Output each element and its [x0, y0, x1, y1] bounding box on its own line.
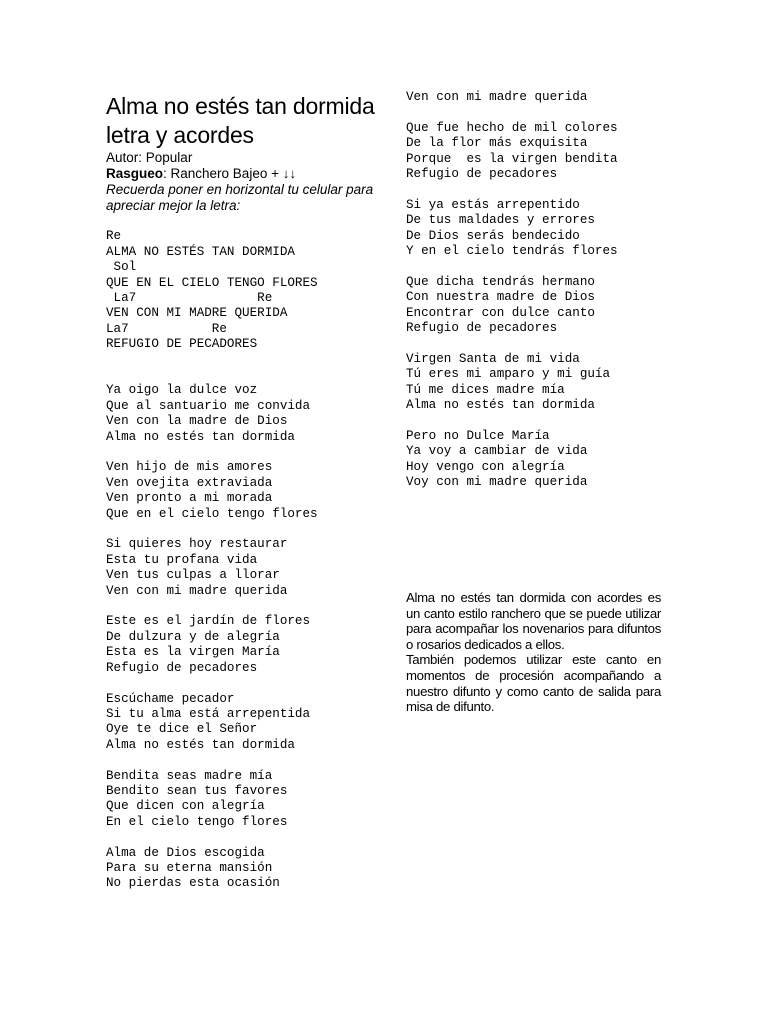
- lyric-line: Voy con mi madre querida: [406, 475, 588, 490]
- strum-label: Rasgueo: [106, 166, 164, 181]
- lyric-stanza: [106, 692, 396, 754]
- lyric-stanza: [106, 846, 396, 892]
- lyric-line: Virgen Santa de mi vida: [406, 351, 580, 366]
- left-lyrics: [106, 383, 396, 891]
- lyric-line: Bendito sean tus favores: [106, 783, 288, 798]
- right-column: [406, 90, 686, 506]
- lyric-line: Que fue hecho de mil colores: [406, 120, 618, 135]
- lyric-line: Que en el cielo tengo flores: [106, 506, 318, 521]
- right-lyrics: [406, 90, 686, 490]
- lyric-line: Pero no Dulce María: [406, 428, 550, 443]
- lyric-line: De tus maldades y errores: [406, 213, 595, 228]
- lyric-stanza: [406, 275, 686, 337]
- lyric-stanza: [406, 429, 686, 491]
- lyric-line: Ya oigo la dulce voz: [106, 383, 258, 398]
- lyric-stanza: [106, 460, 396, 522]
- strum-line: [106, 166, 396, 182]
- lyric-line: No pierdas esta ocasión: [106, 876, 280, 891]
- lyric-line: Ven ovejita extraviada: [106, 475, 273, 490]
- chord-line: Sol: [106, 260, 137, 275]
- author-value: : Popular: [138, 150, 193, 165]
- lyric-line: Ven con la madre de Dios: [106, 414, 288, 429]
- lyric-line: Refugio de pecadores: [406, 321, 558, 336]
- lyric-stanza: [106, 383, 396, 445]
- song-description: [406, 590, 661, 715]
- lyric-line: Tú me dices madre mía: [406, 382, 565, 397]
- lyric-line: Hoy vengo con alegría: [406, 459, 565, 474]
- lyric-line: Esta tu profana vida: [106, 552, 258, 567]
- lyric-line: Escúchame pecador: [106, 691, 235, 706]
- lyric-line: Que dicen con alegría: [106, 799, 265, 814]
- chord-line: La7 Re: [106, 321, 227, 336]
- chords-block: [106, 229, 396, 352]
- lyric-line: Si tu alma está arrepentida: [106, 706, 311, 721]
- lyric-line: Ven hijo de mis amores: [106, 460, 273, 475]
- left-column: [106, 92, 396, 907]
- lyric-line: Y en el cielo tendrás flores: [406, 244, 618, 259]
- lyric-line: Esta es la virgen María: [106, 645, 280, 660]
- strum-value: : Ranchero Bajeo + ↓↓: [163, 166, 297, 181]
- page-title: Alma no estés tan dormida letra y acordes: [106, 93, 375, 148]
- lyric-line: Encontrar con dulce canto: [406, 305, 595, 320]
- lyric-line: Ven tus culpas a llorar: [106, 568, 280, 583]
- lyric-line: Este es el jardín de flores: [106, 614, 311, 629]
- lyric-line: Refugio de pecadores: [406, 167, 558, 182]
- lyric-line: Ven con mi madre querida: [406, 90, 588, 104]
- lyric-line: De Dios serás bendecido: [406, 228, 580, 243]
- lyric-line: Alma no estés tan dormida: [406, 398, 595, 413]
- description-paragraph: También podemos utilizar este canto en momentos de procesión acompañando a nuestro difunto y como canto de salida para misa de difunto.: [406, 652, 661, 715]
- lyric-line: De dulzura y de alegría: [106, 629, 280, 644]
- orientation-note: Recuerda poner en horizontal tu celular para apreciar mejor la letra:: [106, 182, 374, 213]
- lyric-line: Si quieres hoy restaurar: [106, 537, 288, 552]
- lyric-stanza: [106, 614, 396, 676]
- lyric-line: Con nuestra madre de Dios: [406, 290, 595, 305]
- lyric-line: Porque es la virgen bendita: [406, 151, 618, 166]
- lyric-line: Alma de Dios escogida: [106, 845, 265, 860]
- description-paragraph: Alma no estés tan dormida con acordes es un canto estilo ranchero que se puede utilizar para acompañar los novenarios para difuntos o rosarios dedicados a ellos.: [406, 590, 661, 652]
- lyric-line: Ven con mi madre querida: [106, 583, 288, 598]
- author-label: Autor: [106, 150, 139, 165]
- lyric-line: Para su eterna mansión: [106, 860, 273, 875]
- lyric-stanza: [106, 769, 396, 831]
- lyric-line: Bendita seas madre mía: [106, 768, 273, 783]
- lyric-stanza: [406, 352, 686, 414]
- chord-line: ALMA NO ESTÉS TAN DORMIDA: [106, 244, 295, 259]
- author-line: [106, 150, 396, 166]
- lyric-line: Que dicha tendrás hermano: [406, 274, 595, 289]
- lyric-line: Alma no estés tan dormida: [106, 429, 295, 444]
- lyric-line: De la flor más exquisita: [406, 136, 588, 151]
- lyric-line: Tú eres mi amparo y mi guía: [406, 367, 611, 382]
- chord-line: REFUGIO DE PECADORES: [106, 337, 258, 352]
- lyric-line: En el cielo tengo flores: [106, 814, 288, 829]
- lyric-line: Que al santuario me convida: [106, 398, 311, 413]
- lyric-stanza: [406, 198, 686, 260]
- chord-line: Re: [106, 229, 122, 244]
- lyric-stanza: [406, 121, 686, 183]
- lyric-stanza: [406, 90, 686, 105]
- lyric-line: Ven pronto a mi morada: [106, 491, 273, 506]
- lyric-stanza: [106, 537, 396, 599]
- lyric-line: Alma no estés tan dormida: [106, 737, 295, 752]
- lyric-line: Si ya estás arrepentido: [406, 197, 580, 212]
- lyric-line: Oye te dice el Señor: [106, 722, 258, 737]
- lyric-line: Refugio de pecadores: [106, 660, 258, 675]
- lyric-line: Ya voy a cambiar de vida: [406, 444, 588, 459]
- chord-line: QUE EN EL CIELO TENGO FLORES: [106, 275, 318, 290]
- chord-line: La7 Re: [106, 291, 273, 306]
- chord-line: VEN CON MI MADRE QUERIDA: [106, 306, 288, 321]
